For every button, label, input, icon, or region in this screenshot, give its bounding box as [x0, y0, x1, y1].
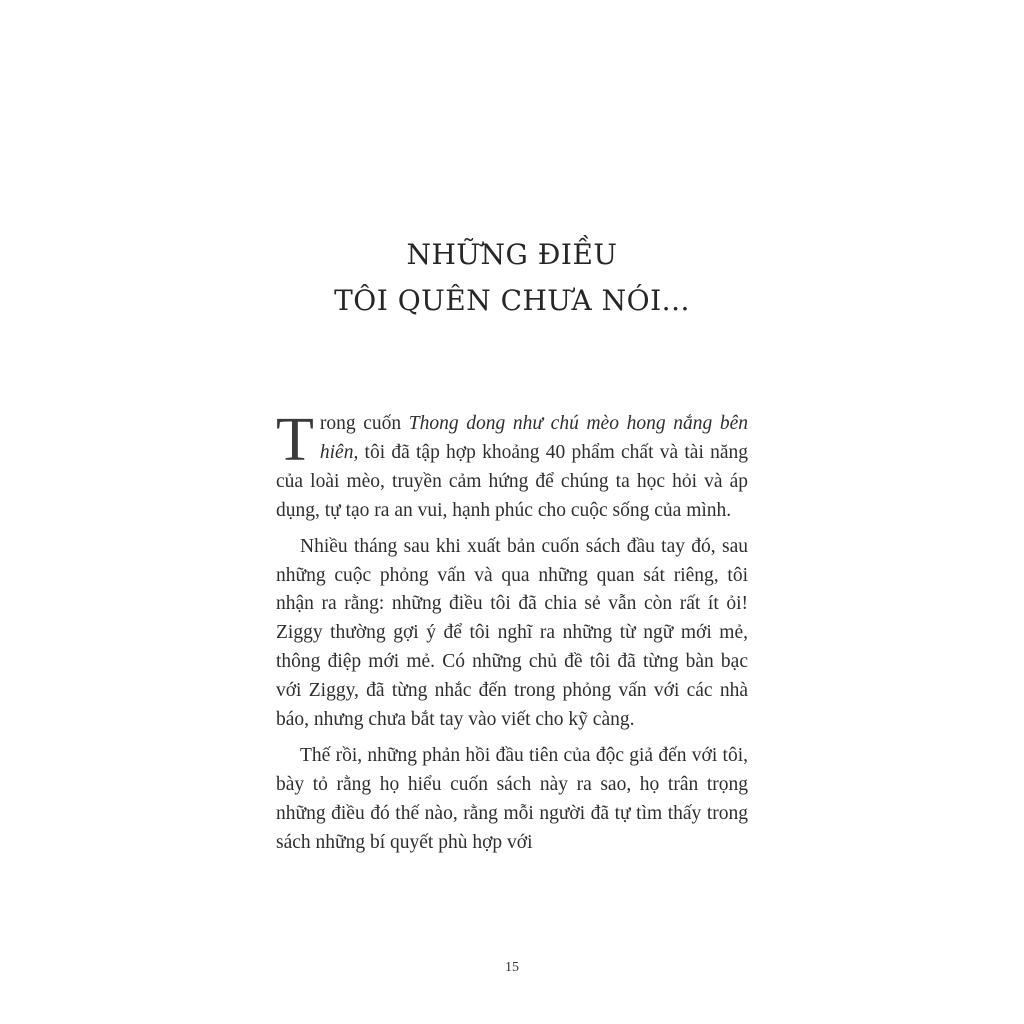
chapter-title — [0, 232, 1024, 324]
chapter-title-line-1: NHỮNG ĐIỀU — [406, 238, 618, 271]
paragraph-2: Nhiều tháng sau khi xuất bản cuốn sách đầu tay đó, sau những cuộc phỏng vấn và qua những quan sát riêng, tôi nhận ra rằng: những điều tôi đã chia sẻ vẫn còn rất ít ỏi! Ziggy thường gợi ý để tôi nghĩ ra những từ ngữ mới mẻ, thông điệp mới mẻ. Có những chủ đề tôi đã từng bàn bạc với Ziggy, đã từng nhắc đến trong phỏng vấn với các nhà báo, nhưng chưa bắt tay vào viết cho kỹ càng. — [276, 535, 748, 731]
drop-cap: T — [276, 406, 314, 474]
paragraph-3: Thế rồi, những phản hồi đầu tiên của độc giả đến với tôi, bày tỏ rằng họ hiểu cuốn sách này ra sao, họ trân trọng những điều đó thế nào, rằng mỗi người đã tự tìm thấy trong sách những bí quyết phù hợp với — [276, 744, 748, 853]
book-title-italic: Thong dong như chú mèo hong nắng bên hiên, — [319, 413, 748, 463]
paragraph-1 — [276, 406, 748, 526]
paragraph-1-rest: tôi đã tập hợp khoảng 40 phẩm chất và tài năng của loài mèo, truyền cảm hứng để chúng ta học hỏi và áp dụng, tự tạo ra an vui, hạnh phúc cho cuộc sống của mình. — [276, 441, 748, 521]
chapter-body — [276, 406, 748, 865]
chapter-title-line-2: TÔI QUÊN CHƯA NÓI... — [334, 284, 690, 317]
page-number: 15 — [505, 960, 519, 975]
paragraph-1-start: rong cuốn — [319, 413, 409, 434]
